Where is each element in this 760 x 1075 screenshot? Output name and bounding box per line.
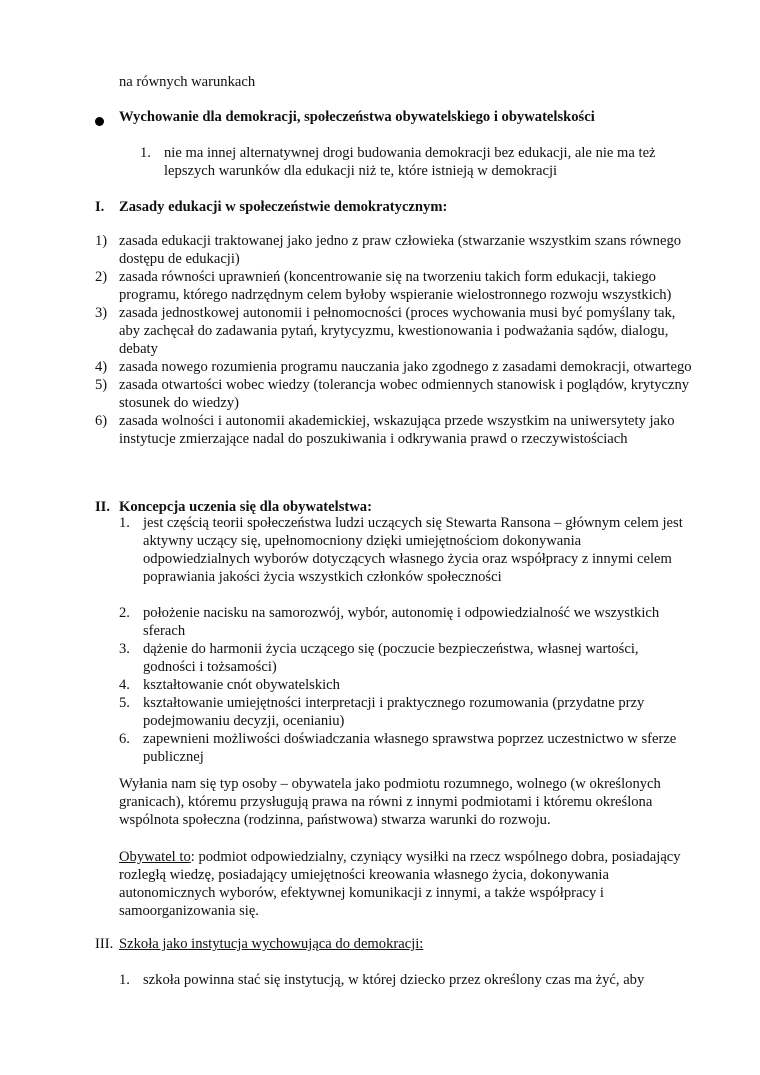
list-item xyxy=(95,304,695,358)
item-label: 6. xyxy=(119,731,130,747)
section-3-title: Szkoła jako instytucja wychowująca do demokracji: xyxy=(119,936,424,952)
section-2-label: II. xyxy=(95,499,111,515)
item-label: 3) xyxy=(95,305,108,321)
list-item xyxy=(95,412,695,448)
intro-list-item xyxy=(140,144,685,180)
item-label: 1) xyxy=(95,233,108,249)
item-text: kształtowanie umiejętności interpretacji i praktycznego rozumowania (przydatne przy podejmowaniu decyzji, ocenianiu) xyxy=(143,695,645,729)
continuation-line: na równych warunkach xyxy=(119,74,256,90)
item-label: 3. xyxy=(119,641,130,657)
definition-text: : podmiot odpowiedzialny, czyniący wysiłki na rzecz wspólnego dobra, posiadający rozległą wiedzę, posiadający umiejętności kreowania własnego życia, dokonywania autonomicznych wyborów, efektywnej komunikacji z innymi, a także współpracy i samoorganizowania się. xyxy=(119,849,681,919)
item-text: zasada jednostkowej autonomii i pełnomocności (proces wychowania musi być pomyślany tak, aby zachęcał do zadawania pytań, krytycyzmu, kwestionowania i podważania sądów, dialogu, debaty xyxy=(119,305,676,357)
citizen-definition xyxy=(119,848,689,920)
item-label: 4) xyxy=(95,359,108,375)
item-label: 6) xyxy=(95,413,108,429)
list-item xyxy=(95,268,695,304)
section-3-label: III. xyxy=(95,936,114,952)
item-text: zasada równości uprawnień (koncentrowanie się na tworzeniu takich form edukacji, takiego programu, którego nadrzędnym celem byłoby wspieranie wielostronnego rozwoju wszystkich) xyxy=(119,269,672,303)
section-2-title: Koncepcja uczenia się dla obywatelstwa: xyxy=(119,499,372,515)
section-1-heading xyxy=(95,198,695,216)
item-text: szkoła powinna stać się instytucją, w której dziecko przez określony czas ma żyć, aby xyxy=(143,972,645,988)
section-3-heading xyxy=(95,935,695,953)
list-item xyxy=(119,604,689,640)
item-text: zapewnieni możliwości doświadczania własnego sprawstwa poprzez uczestnictwo w sferze publicznej xyxy=(143,731,677,765)
item-text: zasada edukacji traktowanej jako jedno z praw człowieka (stwarzanie wszystkim szans równego dostępu de edukacji) xyxy=(119,233,682,267)
section-2-list xyxy=(119,514,689,766)
list-item xyxy=(119,694,689,730)
list-item xyxy=(95,232,695,268)
intro-item-text: nie ma innej alternatywnej drogi budowania demokracji bez edukacji, ale nie ma też lepszych warunków dla edukacji niż te, które istnieją w demokracji xyxy=(164,145,656,179)
list-item xyxy=(119,730,689,766)
list-item xyxy=(119,640,689,676)
section-3-list-item xyxy=(119,971,689,989)
list-item xyxy=(119,514,689,586)
item-text: zasada otwartości wobec wiedzy (tolerancja wobec odmiennych stanowisk i poglądów, krytyczny stosunek do wiedzy) xyxy=(119,377,690,411)
intro-item-label: 1. xyxy=(140,145,151,161)
item-label: 2. xyxy=(119,605,130,621)
paragraph-text: Wyłania nam się typ osoby – obywatela jako podmiotu rozumnego, wolnego (w określonych granicach), któremu przysługują prawa na równi z innymi podmiotami i któremu określona wspólnota społeczna (rodzinna, państwowa) stwarza warunki do rozwoju. xyxy=(119,776,661,828)
item-label: 1. xyxy=(119,515,130,531)
definition-term: Obywatel to xyxy=(119,849,191,865)
item-text: zasada nowego rozumienia programu nauczania jako zgodnego z zasadami demokracji, otwartego xyxy=(119,359,692,375)
item-label: 2) xyxy=(95,269,108,285)
item-text: zasada wolności i autonomii akademickiej, wskazująca przede wszystkim na uniwersytety jako instytucje zmierzające nadal do poszukiwania i odkrywania prawd o rzeczywistościach xyxy=(119,413,675,447)
item-label: 4. xyxy=(119,677,130,693)
list-item xyxy=(95,358,695,376)
section-1-label: I. xyxy=(95,199,105,215)
section-1-list xyxy=(95,232,695,448)
bullet-heading-row xyxy=(95,108,695,131)
section-1-title: Zasady edukacji w społeczeństwie demokratycznym: xyxy=(119,199,448,215)
list-item xyxy=(95,376,695,412)
item-label: 5) xyxy=(95,377,108,393)
item-label: 1. xyxy=(119,972,130,988)
item-label: 5. xyxy=(119,695,130,711)
item-text: położenie nacisku na samorozwój, wybór, autonomię i odpowiedzialność we wszystkich sferach xyxy=(143,605,660,639)
item-text: kształtowanie cnót obywatelskich xyxy=(143,677,340,693)
continuation-text xyxy=(119,73,679,91)
bullet-icon xyxy=(95,108,119,131)
item-text: jest częścią teorii społeczeństwa ludzi uczących się Stewarta Ransona – głównym celem jest aktywny uczący się, upełnomocniony dzięki umiejętnościom dokonywania odpowiedzialnych wyborów dotyczących własnego życia oraz współpracy z innymi celem poprawiania jakości życia wszystkich członków społeczności xyxy=(143,515,683,585)
bullet-heading: Wychowanie dla demokracji, społeczeństwa obywatelskiego i obywatelskości xyxy=(119,109,595,125)
list-item xyxy=(119,676,689,694)
citizen-paragraph xyxy=(119,775,689,829)
item-text: dążenie do harmonii życia uczącego się (poczucie bezpieczeństwa, własnej wartości, godności i tożsamości) xyxy=(143,641,639,675)
